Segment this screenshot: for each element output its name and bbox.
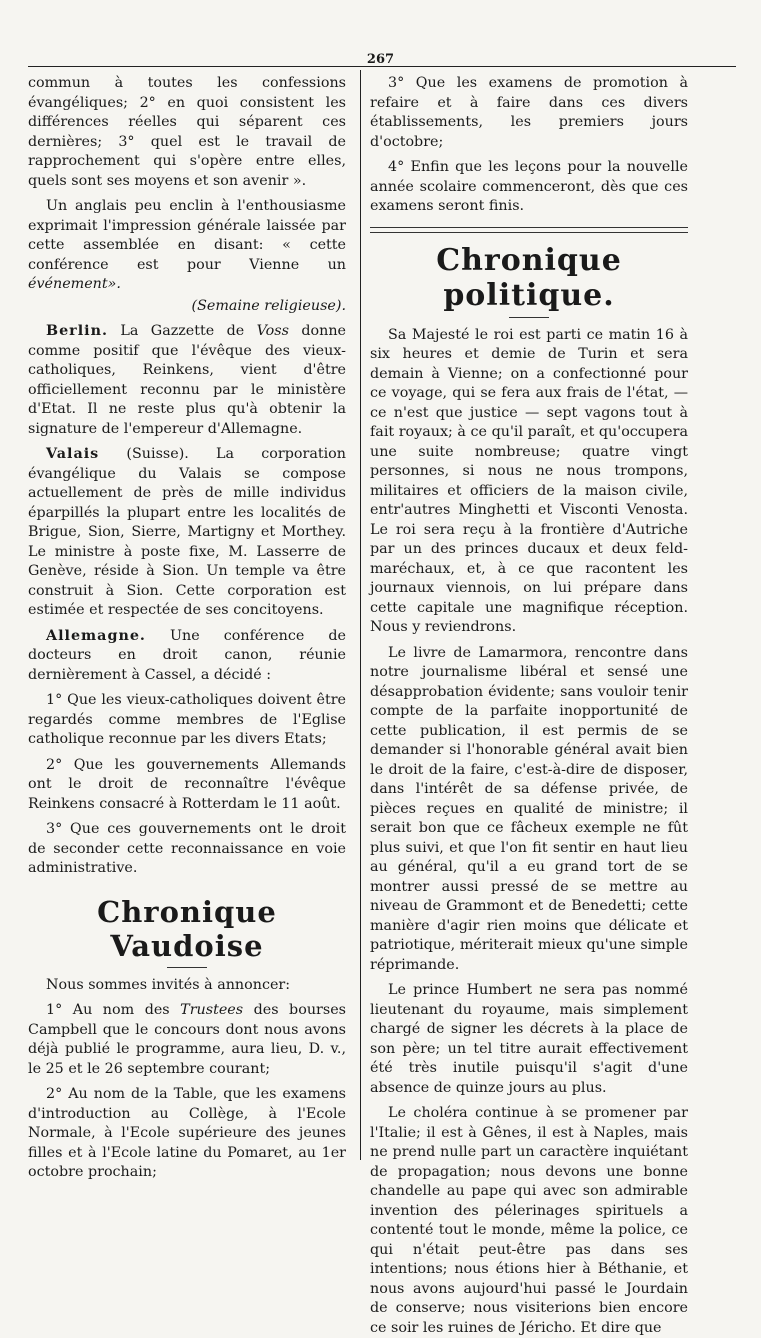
heading-chronique-politique: Chronique politique. bbox=[436, 242, 622, 313]
berlin-paragraph bbox=[28, 322, 346, 439]
section-rule bbox=[167, 967, 207, 968]
vaudoise-item-3: 3° Que les examens de promotion à refaire et à faire dans ces divers établissements, les premiers jours d'octobre; bbox=[370, 75, 688, 150]
berlin-keyword: Berlin. bbox=[46, 323, 108, 339]
allemagne-keyword: Allemagne. bbox=[46, 627, 146, 644]
allemagne-item-1: 1° Que les vieux-catholiques doivent être regardés comme membres de l'Eglise catholique reconnue par les divers Etats; bbox=[28, 692, 346, 747]
heading-chronique-vaudoise: Chronique Vaudoise bbox=[97, 894, 277, 963]
valais-paragraph bbox=[28, 445, 346, 621]
berlin-emphasis: Voss bbox=[256, 323, 289, 339]
anglais-emphasis: événement». bbox=[28, 276, 121, 292]
anglais-paragraph bbox=[28, 197, 346, 295]
politique-paragraph-4: Le choléra continue à se promener par l'Italie; il est à Gênes, il est à Naples, mais ne prend nulle part un caractère inquiétant de propagation; nous devons une bonne chandelle au pape qui avec son admirable invention des pélerinages spirituels a contenté tout le monde, même la police, ce qui n'était peut-être pas dans ses intentions; nous étions hier à Béthanie, et nous avons aujourd'hui passé le Jourdain de conserve; nous visiterions bien encore ce soir les ruines de Jéricho. Et dire que bbox=[370, 1105, 688, 1336]
vaudoise-item-1-emphasis: Trustees bbox=[180, 1002, 244, 1018]
right-column bbox=[370, 74, 688, 1336]
source-attribution: (Semaine religieuse). bbox=[191, 297, 346, 314]
header-rule bbox=[28, 66, 736, 67]
berlin-text-a: La Gazzette de bbox=[107, 323, 257, 339]
valais-text: (Suisse). La corporation évangélique du Valais se compose actuellement de près de mille individus éparpillés la plupart entre les localités de Brigue, Sion, Sierre, Martigny et Morthey. Le ministre à poste fixe, M. Lasserre de Genève, réside à Sion. Un temple va être construit à Sion. Cette corporation est estimée et respectée de ses concitoyens. bbox=[28, 446, 346, 618]
vaudoise-item-1-a: 1° Au nom des bbox=[46, 1002, 181, 1018]
politique-paragraph-1: Sa Majesté le roi est parti ce matin 16 à six heures et demie de Turin et sera demain à Vienne; on a confectionné pour ce voyage, qui se fera aux frais de l'état, — ce n'est que justice — sept vagons tout à fait royaux; à ce qu'il paraît, et qu'occupera une suite nombreuse; quatre vingt personnes, si nous ne nous trompons, militaires et officiers de la maison civile, entr'autres Minghetti et Visconti Venosta. Le roi sera reçu à la frontière d'Autriche par un des princes ducaux et deux feld-maréchaux, et, à ce que racontent les journaux viennois, on lui prépare dans cette capitale une magnifique réception. Nous y reviendrons. bbox=[370, 326, 688, 635]
allemagne-paragraph bbox=[28, 627, 346, 686]
column-divider bbox=[360, 70, 361, 1160]
politique-paragraph-2: Le livre de Lamarmora, rencontre dans notre journalisme libéral et sensé une désapprobation évidente; sans vouloir tenir compte de la parfaite inopportunité de cette publication, il est permis de se demander si l'honorable général avait bien le droit de la faire, c'est-à-dire de disposer, dans l'intérêt de sa défense privée, de pièces reçues en qualité de ministre; il serait bon que ce fâcheux exemple ne fût plus suivi, et que l'on fit sentir en haut lieu au général, qu'il a eu grand tort de se montrer aussi pressé de se mettre au niveau de Grammont et de Benedetti; cette manière d'agir rien moins que délicate et patriotique, mériterait mieux qu'une simple réprimande. bbox=[370, 644, 688, 973]
valais-keyword: Valais bbox=[46, 446, 100, 462]
politique-paragraph-3: Le prince Humbert ne sera pas nommé lieutenant du royaume, mais simplement chargé de signer les décrets à la place de son père; un tel titre aurait effectivement été très inutile puisqu'il s'agit d'une absence de quinze jours au plus. bbox=[370, 982, 688, 1096]
vaudoise-item-4: 4° Enfin que les leçons pour la nouvelle année scolaire commenceront, dès que ces examens seront finis. bbox=[370, 159, 688, 214]
vaudoise-item-1-b: des bourses Campbell que le concours dont nous avons déjà publié le programme, aura lieu, D. v., le 25 et le 26 septembre courant; bbox=[28, 1002, 346, 1077]
allemagne-item-2: 2° Que les gouvernements Allemands ont le droit de reconnaître l'évêque Reinkens consacré à Rotterdam le 11 août. bbox=[28, 756, 346, 812]
berlin-text-b: donne comme positif que l'évêque des vieux-catholiques, Reinkens, vient d'être officiellement reconnu par le ministère d'Etat. Il ne reste plus qu'à obtenir la signature de l'empereur d'Allemagne. bbox=[28, 323, 346, 437]
vaudoise-intro: Nous sommes invités à annoncer: bbox=[46, 976, 291, 993]
left-column bbox=[28, 74, 346, 1180]
intro-paragraph: commun à toutes les confessions évangéliques; 2° en quoi consistent les différences réelles qui séparent ces dernières; 3° quel est le travail de rapprochement qui s'opère entre elles, quels sont ses moyens et son avenir ». bbox=[28, 75, 346, 189]
vaudoise-item-2: 2° Au nom de la Table, que les examens d'introduction au Collège, à l'Ecole Normale, à l'Ecole supérieure des jeunes filles et à l'Ecole latine du Pomaret, au 1er octobre prochain; bbox=[28, 1086, 346, 1180]
vaudoise-item-1 bbox=[28, 1001, 346, 1079]
allemagne-text: Une conférence de docteurs en droit canon, réunie dernièrement à Cassel, a décidé : bbox=[28, 627, 346, 683]
double-rule bbox=[370, 227, 688, 233]
page-number: 267 bbox=[366, 52, 395, 67]
section-rule-2 bbox=[509, 317, 549, 318]
anglais-text: Un anglais peu enclin à l'enthousiasme exprimait l'impression générale laissée par cette assemblée en disant: « cette conférence est pour Vienne un bbox=[28, 198, 346, 273]
allemagne-item-3: 3° Que ces gouvernements ont le droit de seconder cette reconnaissance en voie administrative. bbox=[28, 821, 346, 876]
